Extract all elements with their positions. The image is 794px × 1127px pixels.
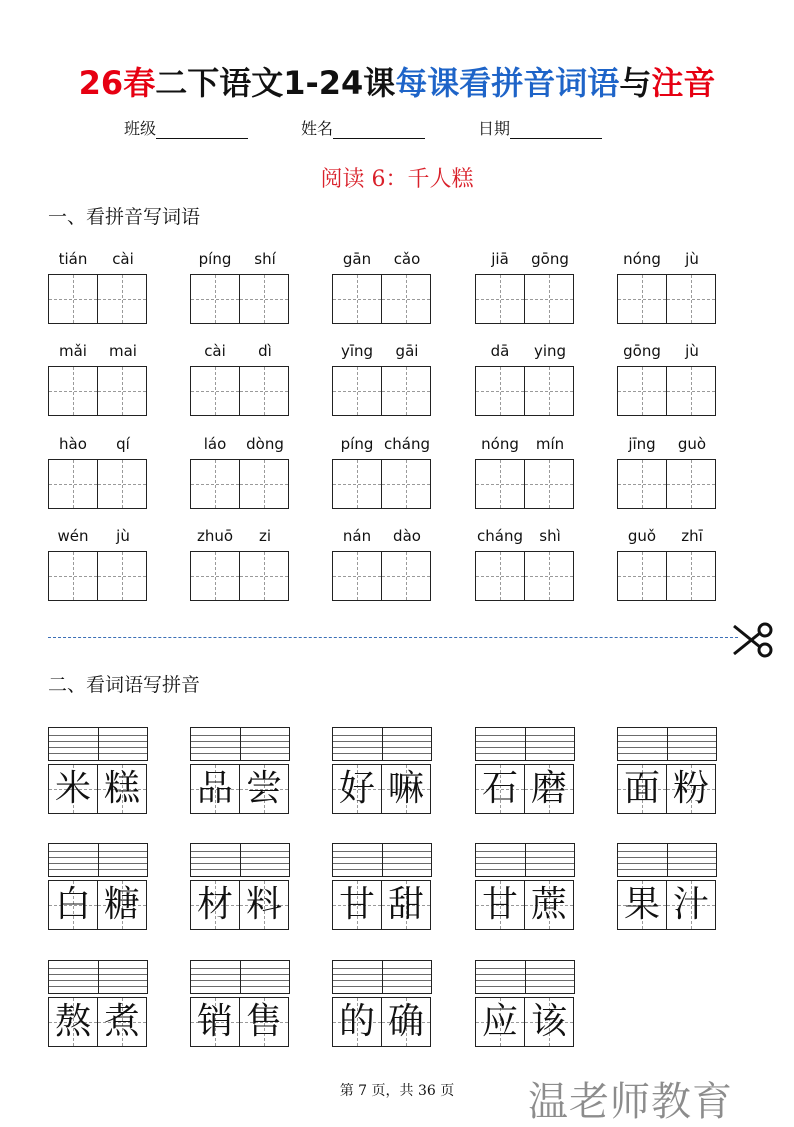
character-word-item — [475, 727, 575, 815]
section2-title: 二、看词语写拼音 — [48, 674, 201, 696]
tianzige-cell[interactable] — [332, 366, 382, 416]
watermark: 温老师教育 — [528, 1079, 733, 1125]
character-grid — [475, 764, 575, 814]
tianzige-cell — [97, 997, 147, 1047]
pinyin-word-item — [190, 342, 290, 416]
character-word-item — [48, 843, 148, 931]
tianzige-cell[interactable] — [48, 551, 98, 601]
character-word-item — [475, 843, 575, 931]
pinyin-row — [617, 250, 717, 272]
hanzi-character: 煮 — [103, 1001, 140, 1042]
writing-grid — [190, 274, 290, 324]
tianzige-cell[interactable] — [190, 551, 240, 601]
pinyin-writing-lines[interactable] — [332, 960, 432, 994]
writing-grid — [475, 551, 575, 601]
pinyin-syllable: cháng — [477, 527, 523, 545]
tianzige-cell — [48, 997, 98, 1047]
character-word-item — [48, 960, 148, 1048]
hanzi-character: 的 — [338, 1001, 375, 1042]
pinyin-syllable: jīng — [628, 435, 656, 453]
tianzige-cell[interactable] — [332, 459, 382, 509]
pinyin-syllable: cài — [204, 342, 226, 360]
hanzi-character: 材 — [196, 884, 233, 925]
tianzige-cell — [475, 880, 525, 930]
writing-grid — [332, 366, 432, 416]
character-grid — [332, 880, 432, 930]
cut-line — [48, 637, 738, 638]
pinyin-row — [48, 527, 148, 549]
hanzi-character: 熬 — [54, 1001, 91, 1042]
tianzige-cell[interactable] — [48, 274, 98, 324]
tianzige-cell[interactable] — [97, 366, 147, 416]
pinyin-syllable: wén — [57, 527, 89, 545]
worksheet-title — [0, 58, 794, 104]
hanzi-character: 果 — [623, 884, 660, 925]
pinyin-syllable: gāi — [395, 342, 419, 360]
tianzige-cell[interactable] — [97, 459, 147, 509]
tianzige-cell[interactable] — [97, 551, 147, 601]
hanzi-character: 尝 — [245, 768, 282, 809]
writing-grid — [617, 366, 717, 416]
title-part-red-2: 注音 — [651, 64, 716, 102]
hanzi-character: 米 — [54, 768, 91, 809]
hanzi-character: 甘 — [481, 884, 518, 925]
character-grid — [617, 880, 717, 930]
pinyin-writing-lines[interactable] — [190, 727, 290, 761]
writing-grid — [48, 274, 148, 324]
tianzige-cell — [381, 764, 431, 814]
tianzige-cell — [666, 764, 716, 814]
writing-grid — [48, 551, 148, 601]
tianzige-cell — [524, 880, 574, 930]
student-info-row — [0, 116, 794, 142]
tianzige-cell[interactable] — [381, 459, 431, 509]
hanzi-character: 品 — [196, 768, 233, 809]
tianzige-cell[interactable] — [190, 459, 240, 509]
pinyin-row — [617, 342, 717, 364]
character-grid — [48, 764, 148, 814]
tianzige-cell[interactable] — [475, 459, 525, 509]
character-grid — [48, 880, 148, 930]
pinyin-writing-lines[interactable] — [48, 843, 148, 877]
pinyin-word-item — [617, 435, 717, 509]
pinyin-writing-lines[interactable] — [190, 960, 290, 994]
hanzi-character: 磨 — [530, 768, 567, 809]
pinyin-syllable: ying — [533, 342, 567, 360]
pinyin-row — [332, 435, 432, 457]
tianzige-cell — [190, 997, 240, 1047]
hanzi-character: 甘 — [338, 884, 375, 925]
hanzi-character: 料 — [245, 884, 282, 925]
pinyin-syllable: jù — [685, 250, 699, 268]
pinyin-word-item — [332, 527, 432, 601]
pinyin-writing-lines[interactable] — [332, 727, 432, 761]
title-part-black: 二下语文1-24课 — [155, 64, 396, 102]
tianzige-cell — [475, 997, 525, 1047]
pinyin-writing-lines[interactable] — [475, 960, 575, 994]
pinyin-syllable: zhuō — [196, 527, 234, 545]
pinyin-word-item — [48, 342, 148, 416]
pinyin-word-item — [475, 250, 575, 324]
tianzige-cell[interactable] — [617, 459, 667, 509]
tianzige-cell[interactable] — [666, 366, 716, 416]
pinyin-syllable: nóng — [623, 250, 661, 268]
name-label: 姓名 — [301, 119, 334, 138]
character-grid — [190, 997, 290, 1047]
hanzi-character: 糖 — [103, 884, 140, 925]
tianzige-cell — [524, 764, 574, 814]
pinyin-row — [48, 250, 148, 272]
pinyin-word-item — [475, 527, 575, 601]
pinyin-row — [190, 527, 290, 549]
page-footer: 第 7 页，共 36 页 — [339, 1083, 455, 1099]
class-field[interactable] — [124, 116, 248, 139]
name-blank[interactable] — [333, 122, 425, 139]
pinyin-syllable: mǎi — [59, 342, 87, 360]
tianzige-cell — [381, 997, 431, 1047]
character-grid — [190, 880, 290, 930]
hanzi-character: 甜 — [387, 884, 424, 925]
tianzige-cell[interactable] — [524, 551, 574, 601]
date-field[interactable] — [478, 116, 602, 139]
tianzige-cell[interactable] — [524, 366, 574, 416]
pinyin-syllable: jiā — [491, 250, 509, 268]
pinyin-word-item — [190, 250, 290, 324]
hanzi-character: 好 — [338, 768, 375, 809]
hanzi-character: 石 — [481, 768, 518, 809]
pinyin-row — [48, 342, 148, 364]
writing-grid — [617, 274, 717, 324]
character-grid — [48, 997, 148, 1047]
writing-grid — [332, 551, 432, 601]
lesson-subtitle: 阅读 6：千人糕 — [320, 167, 474, 192]
pinyin-row — [190, 250, 290, 272]
pinyin-writing-lines[interactable] — [617, 843, 717, 877]
tianzige-cell — [524, 997, 574, 1047]
tianzige-cell[interactable] — [475, 366, 525, 416]
tianzige-cell — [97, 764, 147, 814]
pinyin-writing-lines[interactable] — [190, 843, 290, 877]
tianzige-cell — [332, 997, 382, 1047]
hanzi-character: 销 — [196, 1001, 233, 1042]
pinyin-syllable: láo — [203, 435, 227, 453]
pinyin-syllable: cài — [112, 250, 134, 268]
tianzige-cell[interactable] — [239, 459, 289, 509]
pinyin-writing-lines[interactable] — [48, 960, 148, 994]
tianzige-cell[interactable] — [475, 274, 525, 324]
writing-grid — [617, 551, 717, 601]
pinyin-row — [332, 342, 432, 364]
pinyin-syllable: mai — [109, 342, 137, 360]
writing-grid — [332, 274, 432, 324]
tianzige-cell[interactable] — [475, 551, 525, 601]
pinyin-writing-lines[interactable] — [48, 727, 148, 761]
pinyin-syllable: zi — [258, 527, 272, 545]
pinyin-word-item — [332, 342, 432, 416]
character-grid — [475, 880, 575, 930]
character-word-item — [190, 843, 290, 931]
writing-grid — [190, 459, 290, 509]
pinyin-syllable: guǒ — [627, 527, 657, 545]
character-word-item — [48, 727, 148, 815]
hanzi-character: 应 — [481, 1001, 518, 1042]
pinyin-row — [475, 250, 575, 272]
pinyin-word-item — [617, 342, 717, 416]
character-word-item — [190, 727, 290, 815]
tianzige-cell[interactable] — [666, 274, 716, 324]
character-word-item — [332, 843, 432, 931]
writing-grid — [475, 459, 575, 509]
pinyin-syllable: nóng — [481, 435, 519, 453]
tianzige-cell[interactable] — [666, 459, 716, 509]
title-part-black-2: 与 — [619, 64, 652, 102]
writing-grid — [48, 366, 148, 416]
tianzige-cell[interactable] — [332, 551, 382, 601]
tianzige-cell — [97, 880, 147, 930]
pinyin-writing-lines[interactable] — [475, 843, 575, 877]
writing-grid — [332, 459, 432, 509]
tianzige-cell — [190, 880, 240, 930]
pinyin-row — [617, 435, 717, 457]
tianzige-cell[interactable] — [239, 551, 289, 601]
pinyin-word-item — [48, 250, 148, 324]
title-part-red: 26春 — [78, 64, 156, 102]
hanzi-character: 售 — [245, 1001, 282, 1042]
hanzi-character: 糕 — [103, 768, 140, 809]
pinyin-syllable: tián — [58, 250, 88, 268]
hanzi-character: 面 — [623, 768, 660, 809]
pinyin-row — [475, 527, 575, 549]
pinyin-syllable: qí — [116, 435, 130, 453]
pinyin-row — [617, 527, 717, 549]
pinyin-row — [190, 342, 290, 364]
tianzige-cell[interactable] — [617, 366, 667, 416]
pinyin-word-item — [617, 250, 717, 324]
pinyin-syllable: yīng — [340, 342, 374, 360]
pinyin-syllable: nán — [342, 527, 372, 545]
pinyin-word-item — [475, 435, 575, 509]
pinyin-writing-lines[interactable] — [475, 727, 575, 761]
pinyin-syllable: hào — [59, 435, 87, 453]
pinyin-word-item — [475, 342, 575, 416]
pinyin-row — [190, 435, 290, 457]
pinyin-syllable: gān — [342, 250, 372, 268]
pinyin-writing-lines[interactable] — [617, 727, 717, 761]
character-grid — [332, 764, 432, 814]
tianzige-cell — [475, 764, 525, 814]
pinyin-syllable: jù — [685, 342, 699, 360]
character-word-item — [617, 727, 717, 815]
pinyin-syllable: jù — [116, 527, 130, 545]
writing-grid — [475, 366, 575, 416]
tianzige-cell[interactable] — [524, 459, 574, 509]
hanzi-character: 该 — [530, 1001, 567, 1042]
character-word-item — [617, 843, 717, 931]
class-label: 班级 — [124, 119, 157, 138]
tianzige-cell[interactable] — [381, 366, 431, 416]
tianzige-cell[interactable] — [524, 274, 574, 324]
pinyin-word-item — [190, 527, 290, 601]
tianzige-cell — [332, 764, 382, 814]
scissors-icon — [730, 620, 776, 660]
name-field[interactable] — [301, 116, 425, 139]
tianzige-cell[interactable] — [239, 274, 289, 324]
pinyin-syllable: dòng — [246, 435, 284, 453]
tianzige-cell — [48, 764, 98, 814]
character-grid — [617, 764, 717, 814]
pinyin-syllable: zhī — [681, 527, 703, 545]
pinyin-syllable: dì — [258, 342, 272, 360]
pinyin-row — [475, 342, 575, 364]
pinyin-syllable: shì — [539, 527, 561, 545]
title-part-blue: 每课看拼音词语 — [395, 64, 620, 102]
hanzi-character: 白 — [54, 884, 91, 925]
character-word-item — [190, 960, 290, 1048]
tianzige-cell — [666, 880, 716, 930]
tianzige-cell[interactable] — [617, 551, 667, 601]
tianzige-cell[interactable] — [332, 274, 382, 324]
pinyin-row — [332, 250, 432, 272]
pinyin-syllable: gōng — [531, 250, 569, 268]
pinyin-syllable: píng — [198, 250, 232, 268]
character-grid — [190, 764, 290, 814]
tianzige-cell — [617, 764, 667, 814]
pinyin-writing-lines[interactable] — [332, 843, 432, 877]
writing-grid — [190, 366, 290, 416]
hanzi-character: 蔗 — [530, 884, 567, 925]
hanzi-character: 粉 — [672, 768, 709, 809]
pinyin-syllable: cháng — [384, 435, 430, 453]
tianzige-cell — [190, 764, 240, 814]
hanzi-character: 汁 — [672, 884, 709, 925]
pinyin-word-item — [332, 250, 432, 324]
tianzige-cell — [48, 880, 98, 930]
tianzige-cell — [239, 764, 289, 814]
writing-grid — [190, 551, 290, 601]
tianzige-cell — [332, 880, 382, 930]
writing-grid — [617, 459, 717, 509]
pinyin-syllable: mín — [535, 435, 565, 453]
character-grid — [332, 997, 432, 1047]
pinyin-row — [332, 527, 432, 549]
tianzige-cell[interactable] — [190, 274, 240, 324]
tianzige-cell[interactable] — [381, 551, 431, 601]
tianzige-cell[interactable] — [48, 366, 98, 416]
character-word-item — [475, 960, 575, 1048]
date-label: 日期 — [478, 119, 511, 138]
tianzige-cell[interactable] — [666, 551, 716, 601]
pinyin-row — [48, 435, 148, 457]
pinyin-word-item — [48, 527, 148, 601]
pinyin-syllable: shí — [254, 250, 276, 268]
tianzige-cell — [239, 997, 289, 1047]
tianzige-cell[interactable] — [190, 366, 240, 416]
date-blank[interactable] — [510, 122, 602, 139]
pinyin-syllable: píng — [340, 435, 374, 453]
pinyin-syllable: cǎo — [393, 250, 421, 268]
writing-grid — [48, 459, 148, 509]
tianzige-cell[interactable] — [381, 274, 431, 324]
section1-title: 一、看拼音写词语 — [48, 206, 201, 228]
pinyin-syllable: dào — [393, 527, 421, 545]
pinyin-word-item — [48, 435, 148, 509]
tianzige-cell — [381, 880, 431, 930]
pinyin-word-item — [332, 435, 432, 509]
pinyin-row — [475, 435, 575, 457]
pinyin-word-item — [190, 435, 290, 509]
tianzige-cell[interactable] — [97, 274, 147, 324]
hanzi-character: 确 — [387, 1001, 424, 1042]
tianzige-cell[interactable] — [617, 274, 667, 324]
character-word-item — [332, 960, 432, 1048]
tianzige-cell — [239, 880, 289, 930]
hanzi-character: 嘛 — [387, 768, 424, 809]
tianzige-cell[interactable] — [48, 459, 98, 509]
writing-grid — [475, 274, 575, 324]
tianzige-cell — [617, 880, 667, 930]
pinyin-word-item — [617, 527, 717, 601]
tianzige-cell[interactable] — [239, 366, 289, 416]
class-blank[interactable] — [156, 122, 248, 139]
character-word-item — [332, 727, 432, 815]
pinyin-syllable: guò — [677, 435, 707, 453]
pinyin-syllable: gōng — [623, 342, 661, 360]
character-grid — [475, 997, 575, 1047]
pinyin-syllable: dā — [490, 342, 510, 360]
